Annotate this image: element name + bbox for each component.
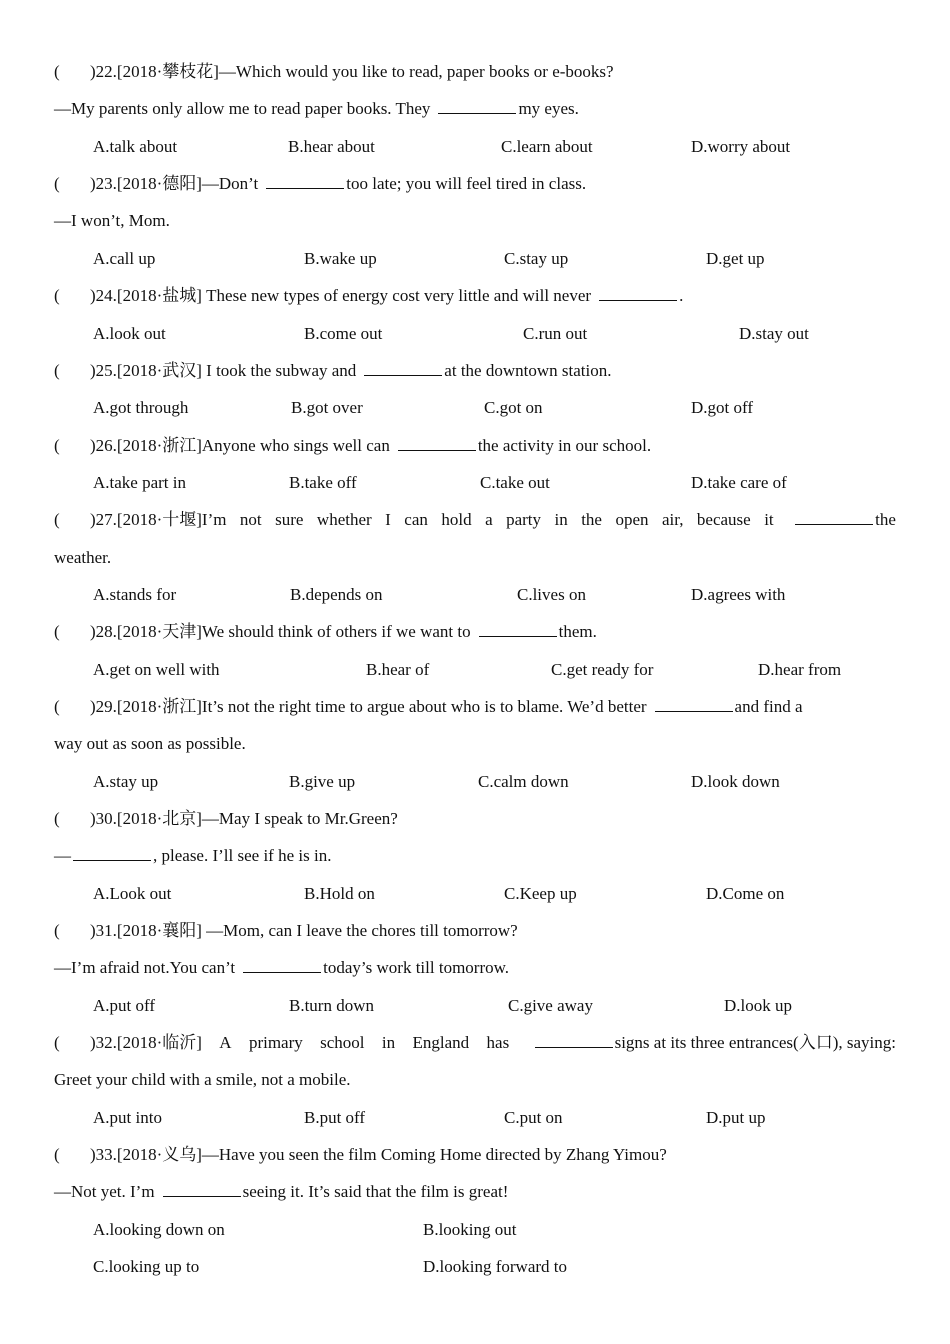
- answer-blank[interactable]: [398, 436, 476, 451]
- answer-blank[interactable]: [655, 697, 733, 712]
- question-30-line2: — , please. I’ll see if he is in.: [54, 846, 332, 865]
- question-24-stem: ( )24.[2018·盐城] These new types of energy cost very little and will never .: [54, 286, 684, 305]
- option-c: C.run out: [523, 324, 588, 343]
- option-a: A.put into: [93, 1108, 162, 1127]
- option-a: A.call up: [93, 249, 156, 268]
- option-d: D.looking forward to: [423, 1257, 568, 1276]
- option-b: B.Hold on: [304, 884, 375, 903]
- option-c: C.Keep up: [504, 884, 577, 903]
- question-32-line2: Greet your child with a smile, not a mobile.: [54, 1070, 351, 1089]
- option-d: D.agrees with: [691, 585, 786, 604]
- option-a: A.look out: [93, 324, 166, 343]
- answer-blank[interactable]: [163, 1182, 241, 1197]
- question-28-stem: ( )28.[2018·天津]We should think of others if we want to them.: [54, 622, 597, 641]
- question-23-line2: —I won’t, Mom.: [54, 211, 170, 230]
- option-a: A.Look out: [93, 884, 172, 903]
- answer-blank[interactable]: [243, 958, 321, 973]
- question-22-stem: ( )22.[2018·攀枝花]—Which would you like to read, paper books or e-books?: [54, 62, 614, 81]
- question-30-stem: ( )30.[2018·北京]—May I speak to Mr.Green?: [54, 809, 398, 828]
- question-31-stem: ( )31.[2018·襄阳] —Mom, can I leave the chores till tomorrow?: [54, 921, 518, 940]
- answer-blank[interactable]: [73, 846, 151, 861]
- option-a: A.got through: [93, 398, 189, 417]
- question-27-line2: weather.: [54, 548, 112, 567]
- question-26-stem: ( )26.[2018·浙江]Anyone who sings well can the activity in our school.: [54, 436, 652, 455]
- option-b: B.wake up: [304, 249, 377, 268]
- question-32-stem: ( )32.[2018·临沂] A primary school in England has signs at its three entrances(入口), saying:: [54, 1033, 896, 1052]
- option-c: C.take out: [480, 473, 550, 492]
- option-b: B.give up: [289, 772, 356, 791]
- option-c: C.looking up to: [93, 1257, 200, 1276]
- option-c: C.calm down: [478, 772, 569, 791]
- question-22-line2: —My parents only allow me to read paper books. They my eyes.: [54, 99, 579, 118]
- option-b: B.looking out: [423, 1220, 517, 1239]
- option-d: D.Come on: [706, 884, 785, 903]
- option-a: A.put off: [93, 996, 156, 1015]
- option-c: C.put on: [504, 1108, 563, 1127]
- option-d: D.worry about: [691, 137, 791, 156]
- option-d: D.look up: [724, 996, 792, 1015]
- answer-blank[interactable]: [599, 286, 677, 301]
- option-d: D.hear from: [758, 660, 842, 679]
- option-c: C.stay up: [504, 249, 569, 268]
- answer-blank[interactable]: [266, 174, 344, 189]
- question-33-line2: —Not yet. I’m seeing it. It’s said that the film is great!: [54, 1182, 509, 1201]
- option-b: B.hear of: [366, 660, 430, 679]
- answer-blank[interactable]: [535, 1033, 613, 1048]
- option-a: A.get on well with: [93, 660, 220, 679]
- answer-blank[interactable]: [479, 622, 557, 637]
- question-23-stem: ( )23.[2018·德阳]—Don’t too late; you will feel tired in class.: [54, 174, 587, 193]
- answer-blank[interactable]: [795, 510, 873, 525]
- option-b: B.turn down: [289, 996, 374, 1015]
- option-d: D.got off: [691, 398, 754, 417]
- option-c: C.got on: [484, 398, 543, 417]
- option-a: A.take part in: [93, 473, 186, 492]
- option-b: B.hear about: [288, 137, 375, 156]
- option-b: B.got over: [291, 398, 363, 417]
- option-b: B.put off: [304, 1108, 366, 1127]
- question-27-stem: ( )27.[2018·十堰]I’m not sure whether I can hold a party in the open air, because it the: [54, 510, 896, 529]
- option-b: B.take off: [289, 473, 357, 492]
- answer-blank[interactable]: [438, 99, 516, 114]
- question-29-line2: way out as soon as possible.: [54, 734, 246, 753]
- option-a: A.stay up: [93, 772, 159, 791]
- option-a: A.stands for: [93, 585, 177, 604]
- option-d: D.stay out: [739, 324, 809, 343]
- option-d: D.take care of: [691, 473, 787, 492]
- option-a: A.talk about: [93, 137, 178, 156]
- option-d: D.put up: [706, 1108, 766, 1127]
- option-b: B.depends on: [290, 585, 383, 604]
- question-25-stem: ( )25.[2018·武汉] I took the subway and at the downtown station.: [54, 361, 612, 380]
- option-c: C.get ready for: [551, 660, 654, 679]
- option-d: D.look down: [691, 772, 780, 791]
- option-d: D.get up: [706, 249, 765, 268]
- question-31-line2: —I’m afraid not.You can’t today’s work till tomorrow.: [54, 958, 510, 977]
- option-b: B.come out: [304, 324, 383, 343]
- option-c: C.learn about: [501, 137, 593, 156]
- option-a: A.looking down on: [93, 1220, 225, 1239]
- answer-blank[interactable]: [364, 361, 442, 376]
- option-c: C.lives on: [517, 585, 586, 604]
- question-33-stem: ( )33.[2018·义乌]—Have you seen the film Coming Home directed by Zhang Yimou?: [54, 1145, 667, 1164]
- question-29-stem: ( )29.[2018·浙江]It’s not the right time to argue about who is to blame. We’d better and find a: [54, 697, 803, 716]
- option-c: C.give away: [508, 996, 593, 1015]
